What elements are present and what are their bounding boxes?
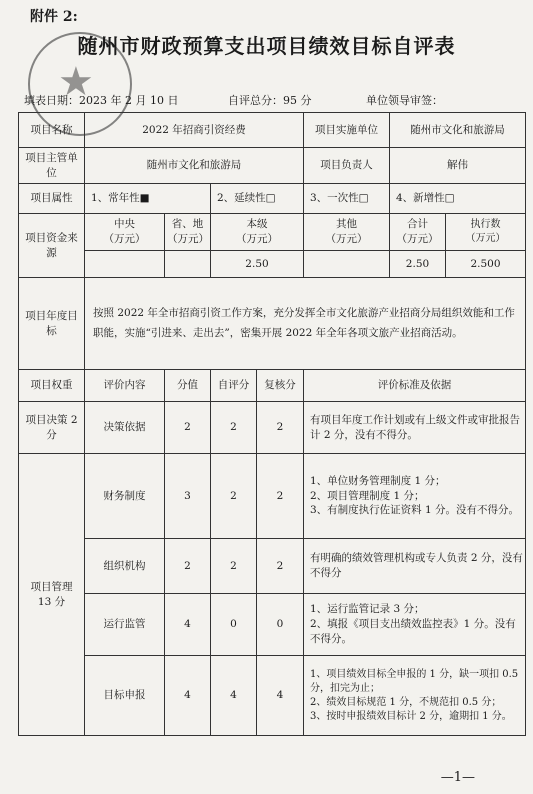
row-self: 2	[211, 402, 257, 454]
funds-exec: 2.500	[446, 251, 526, 278]
row-review: 4	[257, 656, 304, 736]
row-score: 4	[165, 656, 211, 736]
goal-label: 项目年度目标	[19, 278, 85, 370]
attr-2: 2、延续性□	[211, 184, 304, 214]
row-self: 2	[211, 539, 257, 594]
leader-value: 解伟	[390, 148, 526, 184]
table-row	[19, 402, 526, 454]
row-score: 2	[165, 402, 211, 454]
eval-header-row	[19, 370, 526, 402]
eval-header-content: 评价内容	[85, 370, 165, 402]
project-name-label: 项目名称	[19, 113, 85, 148]
evaluation-table	[18, 112, 526, 736]
row-content: 目标申报	[85, 656, 165, 736]
row-content: 决策依据	[85, 402, 165, 454]
row-score: 4	[165, 594, 211, 656]
dept-value: 随州市文化和旅游局	[85, 148, 304, 184]
row-criteria: 1、单位财务管理制度 1 分； 2、项目管理制度 1 分； 3、有制度执行佐证资料 1 分。没有不得分。	[304, 454, 526, 539]
funds-local: 2.50	[211, 251, 304, 278]
row-content: 财务制度	[85, 454, 165, 539]
row-content: 组织机构	[85, 539, 165, 594]
eval-header-review: 复核分	[257, 370, 304, 402]
eval-header-criteria: 评价标准及依据	[304, 370, 526, 402]
funds-province	[165, 251, 211, 278]
funds-other	[304, 251, 390, 278]
goal-row	[19, 278, 526, 370]
funds-header-exec: 执行数 （万元）	[446, 214, 526, 251]
official-seal: ★	[28, 32, 132, 136]
attachment-label: 附件 2:	[30, 9, 78, 25]
self-score: 自评总分：95 分	[228, 94, 312, 107]
row-criteria: 1、项目绩效目标全申报的 1 分，缺一项扣 0.5 分，扣完为止； 2、绩效目标规范 1 分，不规范扣 0.5 分； 3、按时申报绩效目标计 2 分，逾期扣 1 分。	[304, 656, 526, 736]
info-row-name	[19, 113, 526, 148]
funds-header-province: 省、地 （万元）	[165, 214, 211, 251]
table-row	[19, 594, 526, 656]
row-score: 2	[165, 539, 211, 594]
eval-header-score: 分值	[165, 370, 211, 402]
row-review: 0	[257, 594, 304, 656]
impl-unit-label: 项目实施单位	[304, 113, 390, 148]
page-number: —1—	[440, 770, 475, 785]
table-row	[19, 454, 526, 539]
row-self: 2	[211, 454, 257, 539]
page-title: 随州市财政预算支出项目绩效目标自评表	[77, 34, 456, 58]
row-score: 3	[165, 454, 211, 539]
leader-sign: 单位领导审签：	[366, 94, 443, 107]
weight-management: 项目管理 13 分	[19, 454, 85, 736]
row-self: 4	[211, 656, 257, 736]
row-review: 2	[257, 539, 304, 594]
funds-value-row	[19, 251, 526, 278]
eval-header-self: 自评分	[211, 370, 257, 402]
goal-text: 按照 2022 年全市招商引资工作方案，充分发挥全市文化旅游产业招商分局组织效能和工作职能，实施“引进来、走出去”，密集开展 2022 年全年各项文旅产业招商活动。	[85, 278, 526, 370]
leader-label: 项目负责人	[304, 148, 390, 184]
eval-header-weight: 项目权重	[19, 370, 85, 402]
attr-4: 4、新增性□	[390, 184, 526, 214]
funds-header-local: 本级 （万元）	[211, 214, 304, 251]
info-row-dept	[19, 148, 526, 184]
attr-3: 3、一次性□	[304, 184, 390, 214]
impl-unit-value: 随州市文化和旅游局	[390, 113, 526, 148]
funds-label: 项目资金来源	[19, 214, 85, 278]
project-name-value: 2022 年招商引资经费	[85, 113, 304, 148]
dept-label: 项目主管单位	[19, 148, 85, 184]
row-criteria: 有明确的绩效管理机构或专人负责 2 分，没有不得分	[304, 539, 526, 594]
weight-decision: 项目决策 2 分	[19, 402, 85, 454]
funds-header-row	[19, 214, 526, 251]
fill-date: 填表日期：2023 年 2 月 10 日	[24, 94, 179, 107]
attr-1: 1、常年性■	[85, 184, 211, 214]
row-review: 2	[257, 454, 304, 539]
row-criteria: 1、运行监管记录 3 分； 2、填报《项目支出绩效监控表》1 分。没有不得分。	[304, 594, 526, 656]
attr-label: 项目属性	[19, 184, 85, 214]
funds-total: 2.50	[390, 251, 446, 278]
funds-header-total: 合计 （万元）	[390, 214, 446, 251]
table-row	[19, 656, 526, 736]
funds-header-other: 其他 （万元）	[304, 214, 390, 251]
funds-header-central: 中央 （万元）	[85, 214, 165, 251]
row-criteria: 有项目年度工作计划或有上级文件或审批报告计 2 分，没有不得分。	[304, 402, 526, 454]
row-content: 运行监管	[85, 594, 165, 656]
funds-central	[85, 251, 165, 278]
table-row	[19, 539, 526, 594]
row-review: 2	[257, 402, 304, 454]
row-self: 0	[211, 594, 257, 656]
info-row-attr	[19, 184, 526, 214]
